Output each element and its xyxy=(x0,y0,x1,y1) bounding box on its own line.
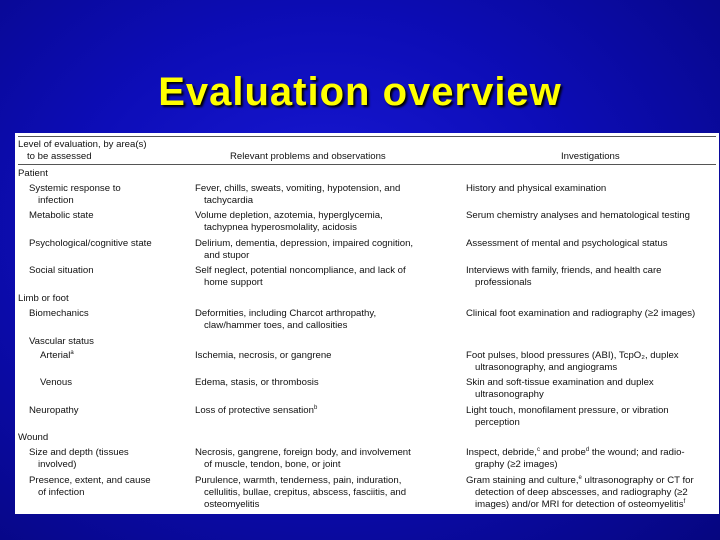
investigation-text: graphy (≥2 images) xyxy=(475,459,558,471)
area-text: Biomechanics xyxy=(29,308,89,319)
problem-text: Ischemia, necrosis, or gangrene xyxy=(195,350,332,361)
investigation-text: Interviews with family, friends, and health care xyxy=(466,265,662,276)
problem-text: of muscle, tendon, bone, or joint xyxy=(204,459,341,471)
problem-text: Self neglect, potential noncompliance, and lack of xyxy=(195,265,406,276)
problem-text: Fever, chills, sweats, vomiting, hypotension, and xyxy=(195,183,401,194)
problem-text: Delirium, dementia, depression, impaired cognition, xyxy=(195,238,414,249)
area-text: Venous xyxy=(40,377,73,388)
investigation-text: Foot pulses, blood pressures (ABI), TcpO₂, duplex xyxy=(466,350,679,361)
inv-part: the wound; and radio- xyxy=(589,447,685,458)
header-area-line1: Level of evaluation, by area(s) xyxy=(18,139,147,150)
investigation-text: detection of deep abscesses, and radiography (≥2 xyxy=(475,487,688,499)
problem-text: cellulitis, bullae, crepitus, abscess, fasciitis, and xyxy=(204,487,407,499)
investigation-text: Light touch, monofilament pressure, or vibration xyxy=(466,405,669,416)
section-label: Limb or foot xyxy=(18,293,69,304)
area-text: Arterial xyxy=(40,350,71,361)
footnote-marker: d xyxy=(585,446,590,453)
investigation-text: ultrasonography, and angiograms xyxy=(475,362,618,374)
footnote-marker: b xyxy=(313,404,318,411)
slide-title: Evaluation overview xyxy=(158,70,562,114)
section-label: Wound xyxy=(18,432,49,443)
investigation-text: Assessment of mental and psychological status xyxy=(466,238,668,249)
investigation-text: Skin and soft-tissue examination and duplex xyxy=(466,377,654,388)
area-text: Psychological/cognitive state xyxy=(29,238,152,249)
investigation-text: Clinical foot examination and radiography (≥2 images) xyxy=(466,308,696,319)
problem-text: home support xyxy=(204,277,263,289)
problem-text: tachycardia xyxy=(204,195,254,207)
investigation-text xyxy=(466,499,694,511)
problem-text: osteomyelitis xyxy=(204,499,260,511)
area-text: Metabolic state xyxy=(29,210,94,221)
area-text: Systemic response to xyxy=(29,183,121,194)
header-investigations: Investigations xyxy=(561,151,620,162)
area-text: involved) xyxy=(38,459,77,471)
footnote-marker: c xyxy=(536,446,540,453)
inv-part: Gram staining and culture, xyxy=(466,475,579,486)
header-problems: Relevant problems and observations xyxy=(230,151,386,162)
evaluation-table xyxy=(15,133,719,514)
area-text: Size and depth (tissues xyxy=(29,447,129,458)
investigation-text xyxy=(466,475,694,487)
footnote-marker: e xyxy=(578,474,582,481)
problem-text: and stupor xyxy=(204,250,250,262)
footnote-marker: a xyxy=(70,349,74,356)
footnote-marker: f xyxy=(683,499,686,506)
inv-part: and probe xyxy=(539,447,586,458)
problem-text: Deformities, including Charcot arthropathy, xyxy=(195,308,377,319)
problem-text: claw/hammer toes, and callosities xyxy=(204,320,348,332)
investigation-text: professionals xyxy=(475,277,532,289)
problem-text: Necrosis, gangrene, foreign body, and involvement xyxy=(195,447,411,458)
header-area-line2: to be assessed xyxy=(27,151,92,163)
investigation-text: perception xyxy=(475,417,520,429)
investigation-text: ultrasonography xyxy=(475,389,544,401)
subsection-label: Vascular status xyxy=(29,336,94,347)
problem-text: Loss of protective sensation xyxy=(195,405,314,416)
area-text: infection xyxy=(38,195,74,207)
problem-text: Edema, stasis, or thrombosis xyxy=(195,377,319,388)
problem-text: tachypnea hyperosmolality, acidosis xyxy=(204,222,357,234)
area-text: of infection xyxy=(38,487,85,499)
inv-part: images) and/or MRI for detection of osteomyelitis xyxy=(475,499,684,511)
area-text: Social situation xyxy=(29,265,94,276)
area-text: Neuropathy xyxy=(29,405,79,416)
problem-text: Volume depletion, azotemia, hyperglycemia, xyxy=(195,210,383,221)
section-label: Patient xyxy=(18,168,48,179)
table-top-rule xyxy=(18,136,716,137)
inv-part: ultrasonography or CT for xyxy=(581,475,694,486)
investigation-text: Serum chemistry analyses and hematological testing xyxy=(466,210,690,221)
problem-text: Purulence, warmth, tenderness, pain, induration, xyxy=(195,475,402,486)
investigation-text xyxy=(466,447,685,459)
area-text: Presence, extent, and cause xyxy=(29,475,151,486)
inv-part: Inspect, debride, xyxy=(466,447,537,458)
table-header-rule xyxy=(18,164,716,165)
investigation-text: History and physical examination xyxy=(466,183,607,194)
